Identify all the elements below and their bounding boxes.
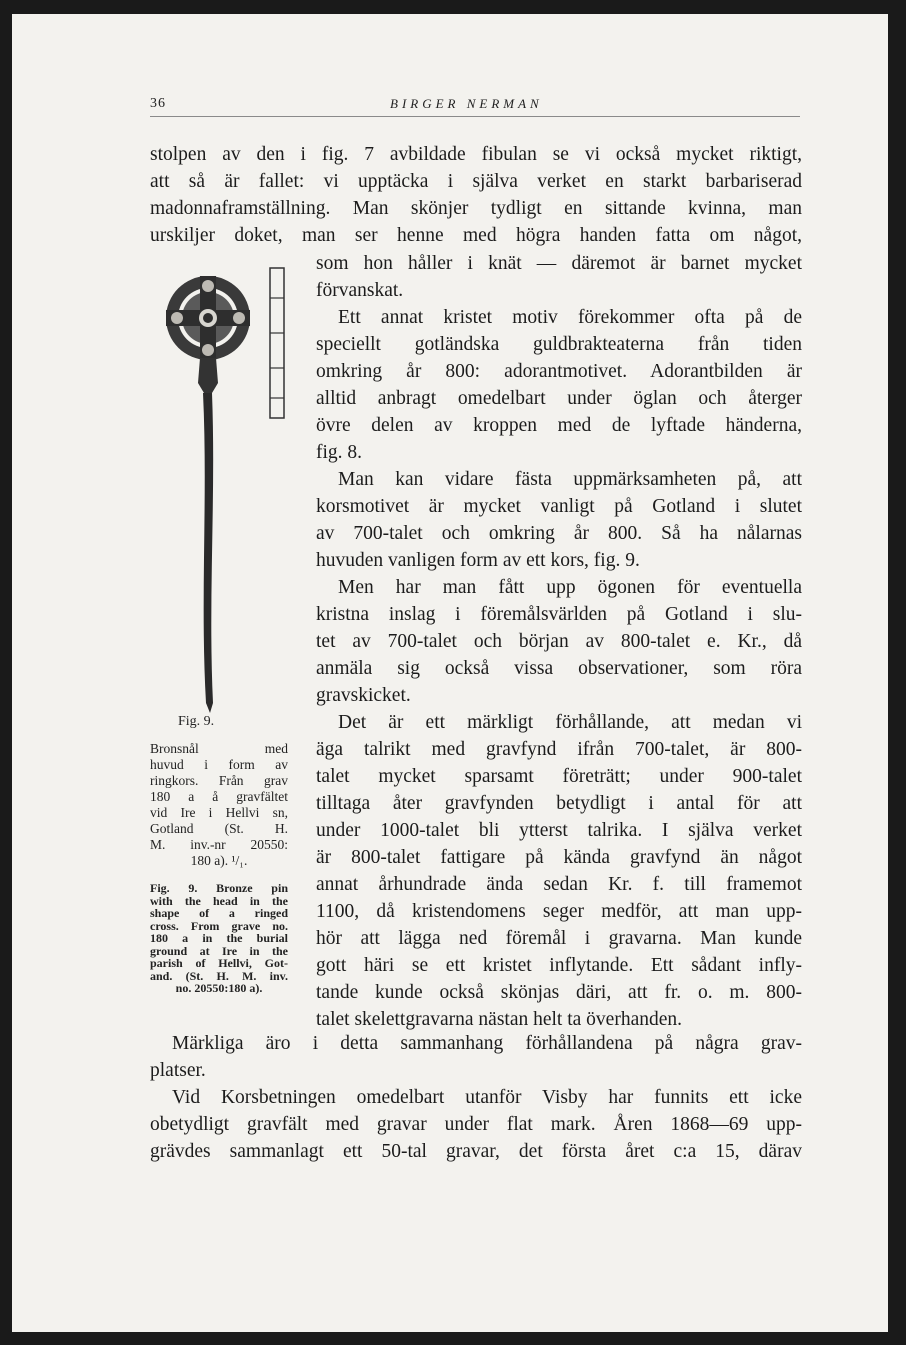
paragraph-bottom [150,1030,802,1165]
text-line: gravskicket. [316,685,411,706]
text-line: grävdes sammanlagt ett 50-tal gravar, det första året c:a 15, därav [150,1141,802,1162]
caption-line: with the head in the [150,893,288,908]
text-line: korsmotivet är mycket vanligt på Gotland i slutet [316,496,802,517]
text-line: Vid Korsbetningen omedelbart utanför Visby har funnits ett icke [172,1087,802,1108]
text-line: Märkliga äro i detta sammanhang förhållandena på några grav- [172,1033,802,1054]
text-line: hör att lägga ned föremål i gravarna. Man kunde [316,928,802,949]
caption-line: 180 a in the burial [150,931,288,945]
text-line: tande kunde också skönjas däri, att fr. o. m. 800- [316,982,802,1003]
caption-line: M. inv.-nr 20550: [150,837,288,852]
page-number: 36 [150,96,166,111]
text-line: att så är fallet: vi upptäcka i själva verket en starkt barbariserad [150,171,802,192]
text-line: som hon håller i knät — däremot är barnet mycket [316,253,802,274]
text-line: talet skelettgravarna nästan helt ta överhanden. [316,1009,683,1030]
caption-line: no. 20550:180 a). [175,981,263,995]
running-head: BIRGER NERMAN [390,96,543,111]
text-line: urskiljer doket, man ser henne med högra handen fatta om något, [150,225,802,246]
paragraph-top [150,141,802,249]
text-line: kristna inslag i föremålsvärlden på Gotland i slu- [316,604,802,625]
text-line: fig. 8. [316,442,363,463]
scale-bar [270,268,284,418]
text-line: Man kan vidare fästa uppmärksamheten på, att [338,469,802,490]
text-line: obetydligt gravfält med gravar under flat mark. Åren 1868—69 upp- [150,1114,802,1135]
caption-line: and. (St. H. M. inv. [150,968,288,983]
text-line: anmäla sig också vissa observationer, som röra [316,658,802,679]
text-line: under 1000-talet bli ytterst talrika. I själva verket [316,820,802,841]
caption-line: cross. From grave no. [150,918,288,933]
text-line: speciellt gotländska guldbrakteaterna från tiden [316,334,802,355]
text-line: madonnaframställning. Man skönjer tydligt en sittande kvinna, man [150,198,802,219]
text-line: Ett annat kristet motiv förekommer ofta på de [338,307,802,328]
caption-line: Bronsnål med [150,741,288,756]
text-line: stolpen av den i fig. 7 avbildade fibulan se vi också mycket riktigt, [150,144,802,165]
text-line: omkring år 800: adorantmotivet. Adorantbilden är [316,361,802,382]
text-line: tet av 700-talet och början av 800-talet e. Kr., då [316,631,802,652]
paragraph-side-column [316,250,802,1033]
text-line: annat århundrade ända sedan Kr. f. till framemot [316,874,802,895]
caption-line: ground at Ire in the [150,943,288,958]
text-line: förvanskat. [316,280,404,301]
caption-line: Fig. 9. Bronze pin [150,881,288,895]
text-line: är 800-talet fattigare på kända gravfynd än något [316,847,802,868]
figure-label: Fig. 9. [178,714,215,729]
figure-bronze-pin [160,258,300,718]
caption-line: huvud i form av [150,757,288,772]
text-line: tilltaga åter gravfynden betydligt i antal för att [316,793,802,814]
caption-line: Gotland (St. H. [150,821,288,836]
text-line: 1100, då kristendomens seger medför, att man upp- [316,901,802,922]
figure-caption-swedish [150,741,288,869]
text-line: gott häri se ett kristet inflytande. Ett sådant infly- [316,955,802,976]
text-line: talet mycket sparsamt företrätt; under 900-talet [316,766,802,787]
text-line: platser. [150,1060,206,1081]
page-header [150,96,800,117]
caption-line: 180 a å gravfältet [150,789,288,804]
caption-line: 180 a). ¹/₁. [190,853,248,868]
text-line: alltid anbragt omedelbart under öglan och återger [316,388,802,409]
caption-line: vid Ire i Hellvi sn, [150,805,288,820]
text-line: huvuden vanligen form av ett kors, fig. 9. [316,550,640,571]
text-line: Det är ett märkligt förhållande, att medan vi [338,712,802,733]
text-line: övre delen av kroppen med de lyftade händerna, [316,415,802,436]
text-line: Men har man fått upp ögonen för eventuella [338,577,802,598]
caption-line: ringkors. Från grav [150,773,288,788]
caption-line: shape of a ringed [150,906,288,920]
figure-caption-english [150,882,288,995]
caption-line: parish of Hellvi, Got- [150,956,288,970]
text-line: äga talrikt med gravfynd ifrån 700-talet, är 800- [316,739,802,760]
text-line: av 700-talet och omkring år 800. Så ha nålarnas [316,523,802,544]
